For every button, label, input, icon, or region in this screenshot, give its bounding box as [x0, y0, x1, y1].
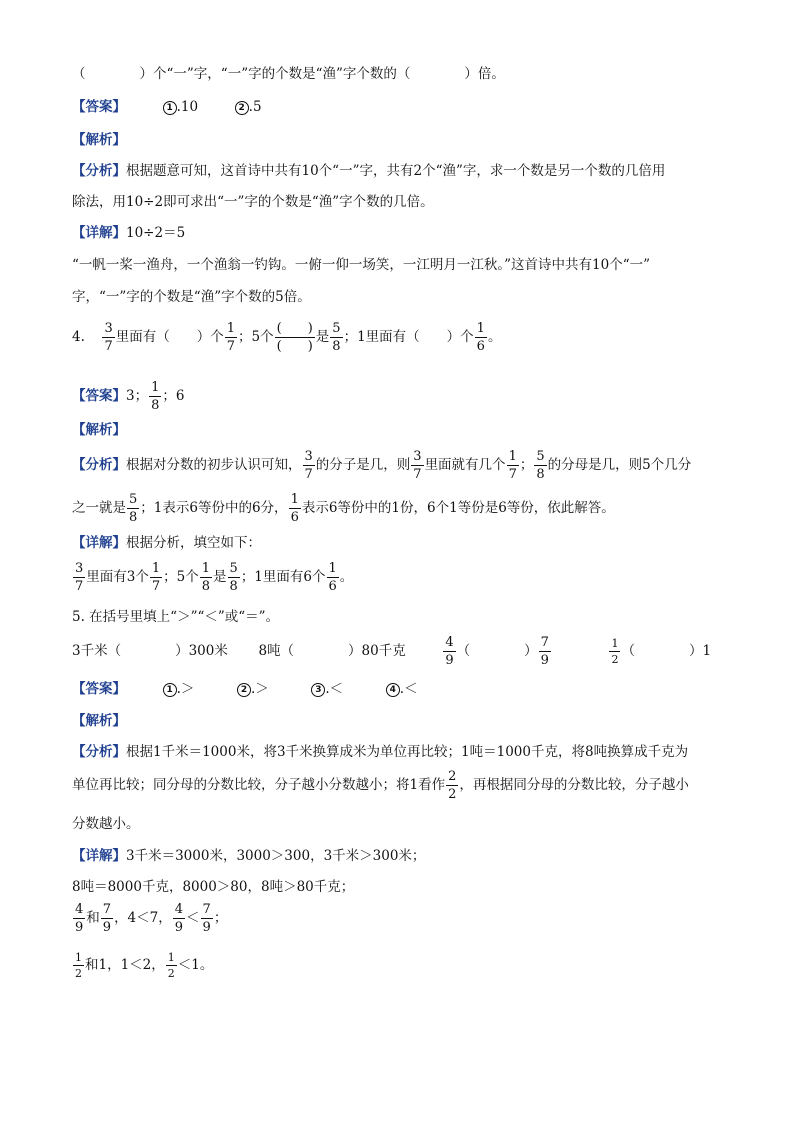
- q5-comparisons: [72, 636, 711, 667]
- fraction-1-7: $\frac{1}{7}$: [151, 561, 161, 594]
- analysis-tag: 【解析】: [72, 422, 126, 438]
- circled-number: 2: [235, 101, 249, 115]
- text: ；: [213, 910, 228, 926]
- text: 10÷2＝5: [126, 225, 186, 241]
- answer-tag: 【答案】: [72, 388, 126, 404]
- text: 根据对分数的初步认识可知，: [126, 457, 302, 473]
- text: 表示6等份中的1份，6个1等份是6等份，依此解答。: [301, 500, 615, 516]
- fraction-7-9: $\frac{7}{9}$: [202, 902, 211, 935]
- circled-number: 3: [311, 683, 325, 697]
- text: 里面有（ ）个: [115, 329, 224, 345]
- fraction-7-9: $\frac{7}{9}$: [540, 635, 549, 668]
- text: 之一就是: [72, 500, 126, 516]
- xiangjie-tag: 【详解】: [72, 225, 126, 241]
- circled-number: 1: [163, 101, 177, 115]
- fraction-5-8: $\frac{5}{8}$: [129, 492, 138, 525]
- text: 。: [487, 329, 502, 345]
- fraction-4-9: $\frac{4}{9}$: [174, 902, 184, 935]
- answer-value: 3；: [126, 388, 149, 404]
- xiangjie-tag: 【详解】: [72, 848, 126, 864]
- text: 里面有3个: [86, 569, 149, 585]
- analysis-tag: 【解析】: [72, 713, 126, 729]
- blank-fraction[interactable]: $\frac{( )}{( )}$: [276, 321, 313, 354]
- fraction-1-6: $\frac{1}{6}$: [328, 561, 337, 594]
- text: 的分子是几，则: [315, 457, 411, 473]
- fraction-1-2: $\frac{1}{2}$: [75, 951, 82, 980]
- fraction-1-2: $\frac{1}{2}$: [167, 951, 175, 980]
- answer-tag: 【答案】: [72, 99, 126, 115]
- fenxi-tag: 【分析】: [72, 163, 126, 179]
- q3-fenxi-line1: [72, 165, 665, 179]
- text: 单位再比较；同分母的分数比较，分子越小分数越小；将1看作: [72, 777, 446, 793]
- answer-value: ＞: [255, 681, 269, 697]
- text: 里面就有几个: [424, 457, 506, 473]
- fraction-1-6: $\frac{1}{6}$: [476, 321, 485, 354]
- q3-poem-line1: “一帆一桨一渔舟，一个渔翁一钓钩。一俯一仰一场笑，一江明月一江秋。”这首诗中共有10个“一”: [72, 257, 651, 273]
- text: ；5个: [163, 569, 199, 585]
- q3-fenxi-line2: 除法，用10÷2即可求出“一”字的个数是“渔”字个数的几倍。: [72, 194, 434, 210]
- circled-number: 4: [386, 683, 400, 697]
- xiangjie-tag: 【详解】: [72, 535, 126, 551]
- answer-value: ＜: [329, 681, 344, 697]
- fraction-1-2: $\frac{1}{2}$: [611, 637, 619, 666]
- fraction-5-8: $\frac{5}{8}$: [332, 321, 341, 354]
- fraction-3-7: $\frac{3}{7}$: [104, 321, 113, 354]
- fraction-5-8: $\frac{5}{8}$: [536, 449, 545, 482]
- text: 3千米＝3000米，3000＞300，3千米＞300米；: [126, 848, 426, 864]
- fraction-2-2: $\frac{2}{2}$: [448, 769, 457, 802]
- fraction-1-8: $\frac{1}{8}$: [201, 561, 211, 594]
- q5-answer-line: 【答案】 1 .＞ 2 .＞ 3 .＜ 4 .＜: [72, 681, 418, 697]
- comparison-1: 3千米（ ）300米: [72, 642, 228, 659]
- text: ；5个: [238, 329, 274, 345]
- fraction-1-6: $\frac{1}{6}$: [290, 492, 299, 525]
- q5-title: 5. 在括号里填上“＞”“＜”或“＝”。: [72, 609, 280, 625]
- q4-question: [72, 322, 501, 353]
- answer-value: ＜: [404, 681, 418, 697]
- fraction-4-9: $\frac{4}{9}$: [445, 635, 454, 668]
- fraction-1-7: $\frac{1}{7}$: [226, 321, 236, 354]
- q4-xiangjie-line2: [72, 562, 353, 593]
- comparison-4-blank[interactable]: （ ）1: [621, 642, 712, 659]
- fenxi-tag: 【分析】: [72, 457, 126, 473]
- q5-fenxi-line2: [72, 770, 689, 801]
- comparison-2: 8吨（ ）80千克: [258, 642, 406, 659]
- text: ；1里面有（ ）个: [343, 329, 474, 345]
- q4-answer-line: [72, 381, 184, 412]
- fraction-3-7: $\frac{3}{7}$: [413, 449, 422, 482]
- q5-fenxi-line3: 分数越小。: [72, 816, 140, 832]
- fraction-1-8: $\frac{1}{8}$: [151, 380, 160, 413]
- text: 和1，1＜2，: [85, 957, 165, 973]
- circled-number: 1: [163, 683, 177, 697]
- text: 和: [86, 910, 100, 926]
- text: ，4＜7，: [114, 910, 172, 926]
- comparison-3-blank[interactable]: （ ）: [456, 642, 538, 659]
- q3-line1: （ ）个“一”字，“一”字的个数是“渔”字个数的（ ）倍。: [72, 66, 505, 82]
- fraction-3-7: $\frac{3}{7}$: [75, 561, 84, 594]
- text: 是: [213, 569, 227, 585]
- text: ，再根据同分母的分数比较，分子越小: [459, 777, 689, 793]
- q4-xiangjie: [72, 537, 261, 551]
- fraction-3-7: $\frac{3}{7}$: [304, 449, 313, 482]
- answer-value: 10: [180, 99, 199, 115]
- text: 。: [339, 569, 354, 585]
- text: ；1里面有6个: [240, 569, 326, 585]
- text: ；: [519, 457, 534, 473]
- q4-fenxi-line1: [72, 450, 691, 481]
- circled-number: 2: [237, 683, 251, 697]
- text: ＜1。: [177, 957, 214, 973]
- answer-value: ；6: [162, 388, 185, 404]
- question-number: 4.: [72, 329, 85, 345]
- text: 根据1千米＝1000米，将3千米换算成米为单位再比较；1吨＝1000千克，将8吨换算成千克为: [126, 744, 689, 760]
- text: ＜: [186, 910, 200, 926]
- q5-xiangjie-line3: [72, 903, 227, 934]
- answer-value: ＞: [180, 681, 195, 697]
- analysis-tag: 【解析】: [72, 132, 126, 148]
- fraction-4-9: $\frac{4}{9}$: [75, 902, 84, 935]
- text: 根据题意可知，这首诗中共有10个“一”字，共有2个“渔”字，求一个数是另一个数的几倍用: [126, 163, 666, 179]
- answer-value: 5: [252, 99, 262, 115]
- q5-xiangjie-line2: 8吨＝8000千克，8000＞80，8吨＞80千克；: [72, 879, 355, 895]
- answer-tag: 【答案】: [72, 681, 126, 697]
- fraction-7-9: $\frac{7}{9}$: [102, 902, 112, 935]
- q5-xiangjie-line1: [72, 850, 425, 864]
- q3-answer-line: 【答案】 1 .10 2 .5: [72, 99, 262, 115]
- q3-xiangjie: [72, 227, 185, 241]
- fraction-1-7: $\frac{1}{7}$: [508, 449, 517, 482]
- fraction-5-8: $\frac{5}{8}$: [229, 561, 238, 594]
- text: 的分母是几，则5个几分: [547, 457, 692, 473]
- text: 根据分析，填空如下：: [126, 535, 261, 551]
- q4-fenxi-line2: [72, 493, 615, 524]
- q5-fenxi-line1: [72, 746, 688, 760]
- text: ；1表示6等份中的6分，: [140, 500, 288, 516]
- text: 是: [315, 329, 330, 345]
- q5-xiangjie-line4: [72, 952, 213, 979]
- q3-poem-line2: 字，“一”字的个数是“渔”字个数的5倍。: [72, 289, 311, 305]
- fenxi-tag: 【分析】: [72, 744, 126, 760]
